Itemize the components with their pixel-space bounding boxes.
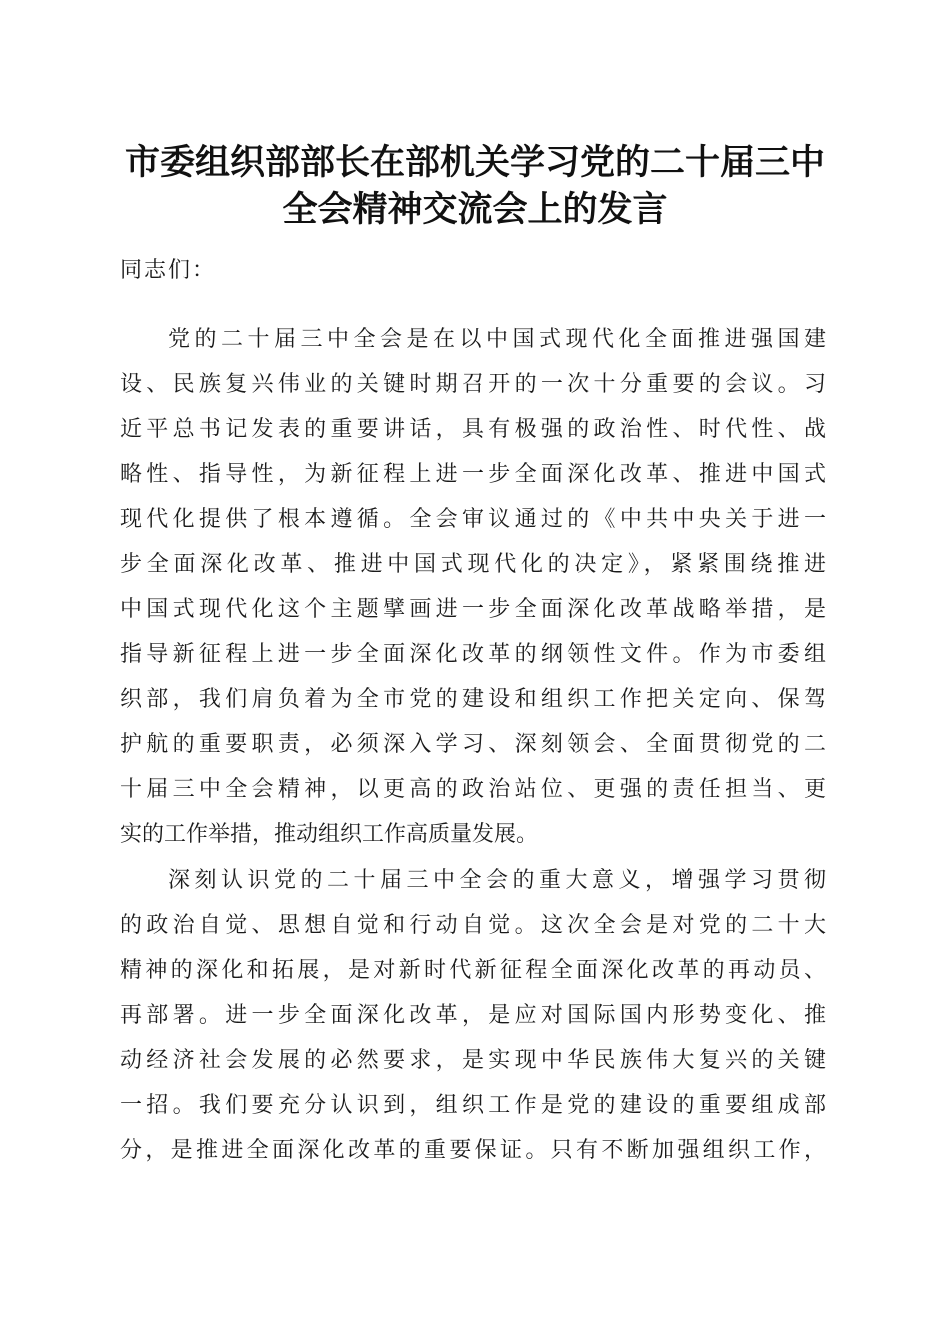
paragraph-1-line-7: 中国式现代化这个主题擘画进一步全面深化改革战略举措，是 (120, 597, 826, 622)
paragraph-1-line-8: 指导新征程上进一步全面深化改革的纲领性文件。作为市委组 (120, 642, 826, 667)
paragraph-2-line-3: 精神的深化和拓展，是对新时代新征程全面深化改革的再动员、 (120, 958, 826, 983)
paragraph-1-line-4: 略性、指导性，为新征程上进一步全面深化改革、推进中国式 (120, 462, 826, 487)
paragraph-1-line-5: 现代化提供了根本遵循。全会审议通过的《中共中央关于进一 (120, 507, 826, 532)
paragraph-1-line-11: 十届三中全会精神，以更高的政治站位、更强的责任担当、更 (120, 777, 826, 802)
paragraph-2-line-4: 再部署。进一步全面深化改革，是应对国际国内形势变化、推 (120, 1003, 826, 1028)
paragraph-2-line-2: 的政治自觉、思想自觉和行动自觉。这次全会是对党的二十大 (120, 913, 826, 938)
paragraph-2-line-7: 分，是推进全面深化改革的重要保证。只有不断加强组织工作， (120, 1138, 826, 1163)
paragraph-1-line-2: 设、民族复兴伟业的关键时期召开的一次十分重要的会议。习 (120, 372, 826, 397)
paragraph-2-line-1: 深刻认识党的二十届三中全会的重大意义，增强学习贯彻 (168, 868, 826, 893)
paragraph-1-line-9: 织部，我们肩负着为全市党的建设和组织工作把关定向、保驾 (120, 687, 826, 712)
paragraph-2-line-6: 一招。我们要充分认识到，组织工作是党的建设的重要组成部 (120, 1093, 826, 1118)
paragraph-1-line-10: 护航的重要职责，必须深入学习、深刻领会、全面贯彻党的二 (120, 732, 826, 757)
paragraph-1-line-12: 实的工作举措，推动组织工作高质量发展。 (120, 822, 539, 847)
document-title-line-1: 市委组织部部长在部机关学习党的二十届三中 (124, 142, 825, 183)
salutation: 同志们： (120, 258, 217, 283)
paragraph-2-line-5: 动经济社会发展的必然要求，是实现中华民族伟大复兴的关键 (120, 1048, 826, 1073)
document-title-line-2: 全会精神交流会上的发言 (282, 189, 668, 230)
paragraph-1-line-1: 党的二十届三中全会是在以中国式现代化全面推进强国建 (168, 327, 826, 352)
paragraph-1-line-6: 步全面深化改革、推进中国式现代化的决定》，紧紧围绕推进 (120, 552, 826, 577)
paragraph-1-line-3: 近平总书记发表的重要讲话，具有极强的政治性、时代性、战 (120, 417, 826, 442)
